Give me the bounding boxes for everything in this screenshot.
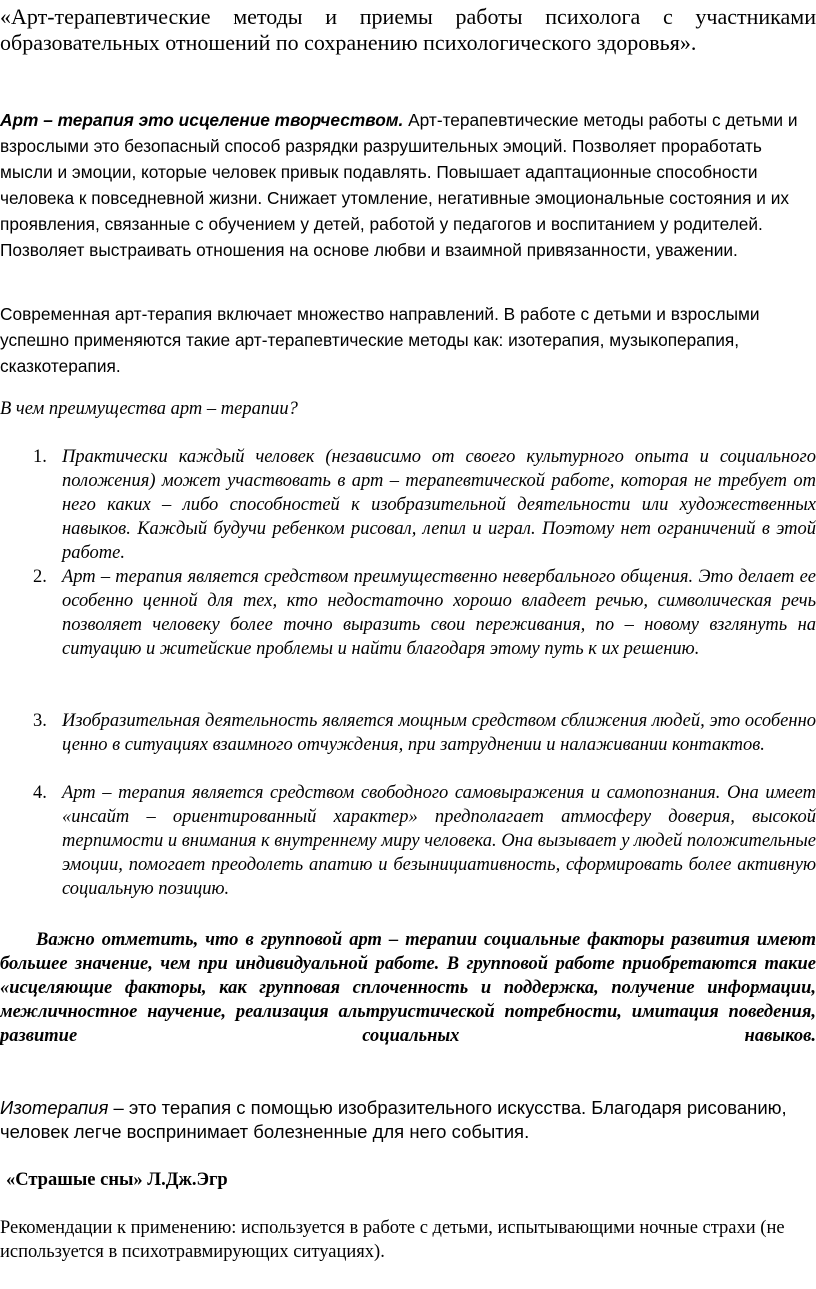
paragraph-group-therapy: Важно отметить, что в групповой арт – терапии социальные факторы развития имеют большее значение, чем при индивидуальной работе. В групповой работе приобретаются такие «исцеляющие факторы, как групповая сплоченность и поддержка, получение информации, межличностное научение, реализация альтруистической потребности, имитация поведения, развитие социальных навыков. [0, 930, 816, 1046]
paragraph-art-therapy-definition [0, 107, 816, 263]
list-item-text: Практически каждый человек (независимо от своего культурного опыта и социального положения) может участвовать в арт – терапевтической работе, которая не требует от него каких – либо способностей к изобразительной деятельности или художественных навыков. Каждый будучи ребенком рисовал, лепил и играл. Поэтому нет ограничений в этой работе. [62, 447, 816, 563]
section-question: В чем преимущества арт – терапии? [0, 399, 298, 419]
list-item-text: Изобразительная деятельность является мощным средством сближения людей, это особенно ценно в ситуациях взаимного отчуждения, при затруднении и налаживании контактов. [62, 711, 816, 755]
paragraph-isotherapy [0, 1096, 816, 1144]
list-item-text: Арт – терапия является средством преимущественно невербального общения. Это делает ее особенно ценной для тех, кто недостаточно хорошо владеет речью, символическая речь позволяет человеку более точно выразить свои переживания, по – новому взглянуть на ситуацию и житейские проблемы и найти благодаря этому путь к их решению. [62, 567, 816, 659]
exercise-title: «Страшые сны» Л.Дж.Эгр [6, 1170, 228, 1190]
paragraph-lead: Арт – терапия это исцеление творчеством. [0, 110, 404, 130]
document-title: «Арт-терапевтические методы и приемы работы психолога с участниками образовательных отношений по сохранению психологического здоровья». [0, 4, 816, 55]
list-item-number: 2. [33, 567, 47, 587]
list-item-number: 3. [33, 711, 47, 731]
paragraph-modern-art-therapy: Современная арт-терапия включает множество направлений. В работе с детьми и взрослыми успешно применяются такие арт-терапевтические методы как: изотерапия, музыкоперапия, сказкотерапия. [0, 304, 760, 376]
list-item-number: 4. [33, 783, 47, 803]
list-item-number: 1. [33, 447, 47, 467]
isotherapy-text: – это терапия с помощью изобразительного искусства. Благодаря рисованию, человек легче воспринимает болезненные для него события. [0, 1097, 787, 1142]
isotherapy-term: Изотерапия [0, 1097, 109, 1118]
paragraph-recommendation: Рекомендации к применению: используется в работе с детьми, испытывающими ночные страхи (не используется в психотравмирующих ситуациях). [0, 1218, 785, 1262]
paragraph-text: Арт-терапевтические методы работы с детьми и взрослыми это безопасный способ разрядки разрушительных эмоций. Позволяет проработать мысли и эмоции, которые человек привык подавлять. Повышает адаптационные способности человека к повседневной жизни. Снижает утомление, негативные эмоциональные состояния и их проявления, связанные с обучением у детей, работой у педагогов и воспитанием у родителей. Позволяет выстраивать отношения на основе любви и взаимной привязанности, уважении. [0, 110, 798, 260]
list-item-text: Арт – терапия является средством свободного самовыражения и самопознания. Она имеет «инсайт – ориентированный характер» предполагает атмосферу доверия, высокой терпимости и внимания к внутреннему миру человека. Она вызывает у людей положительные эмоции, помогает преодолеть апатию и безынициативность, сформировать более активную социальную позицию. [62, 783, 816, 899]
